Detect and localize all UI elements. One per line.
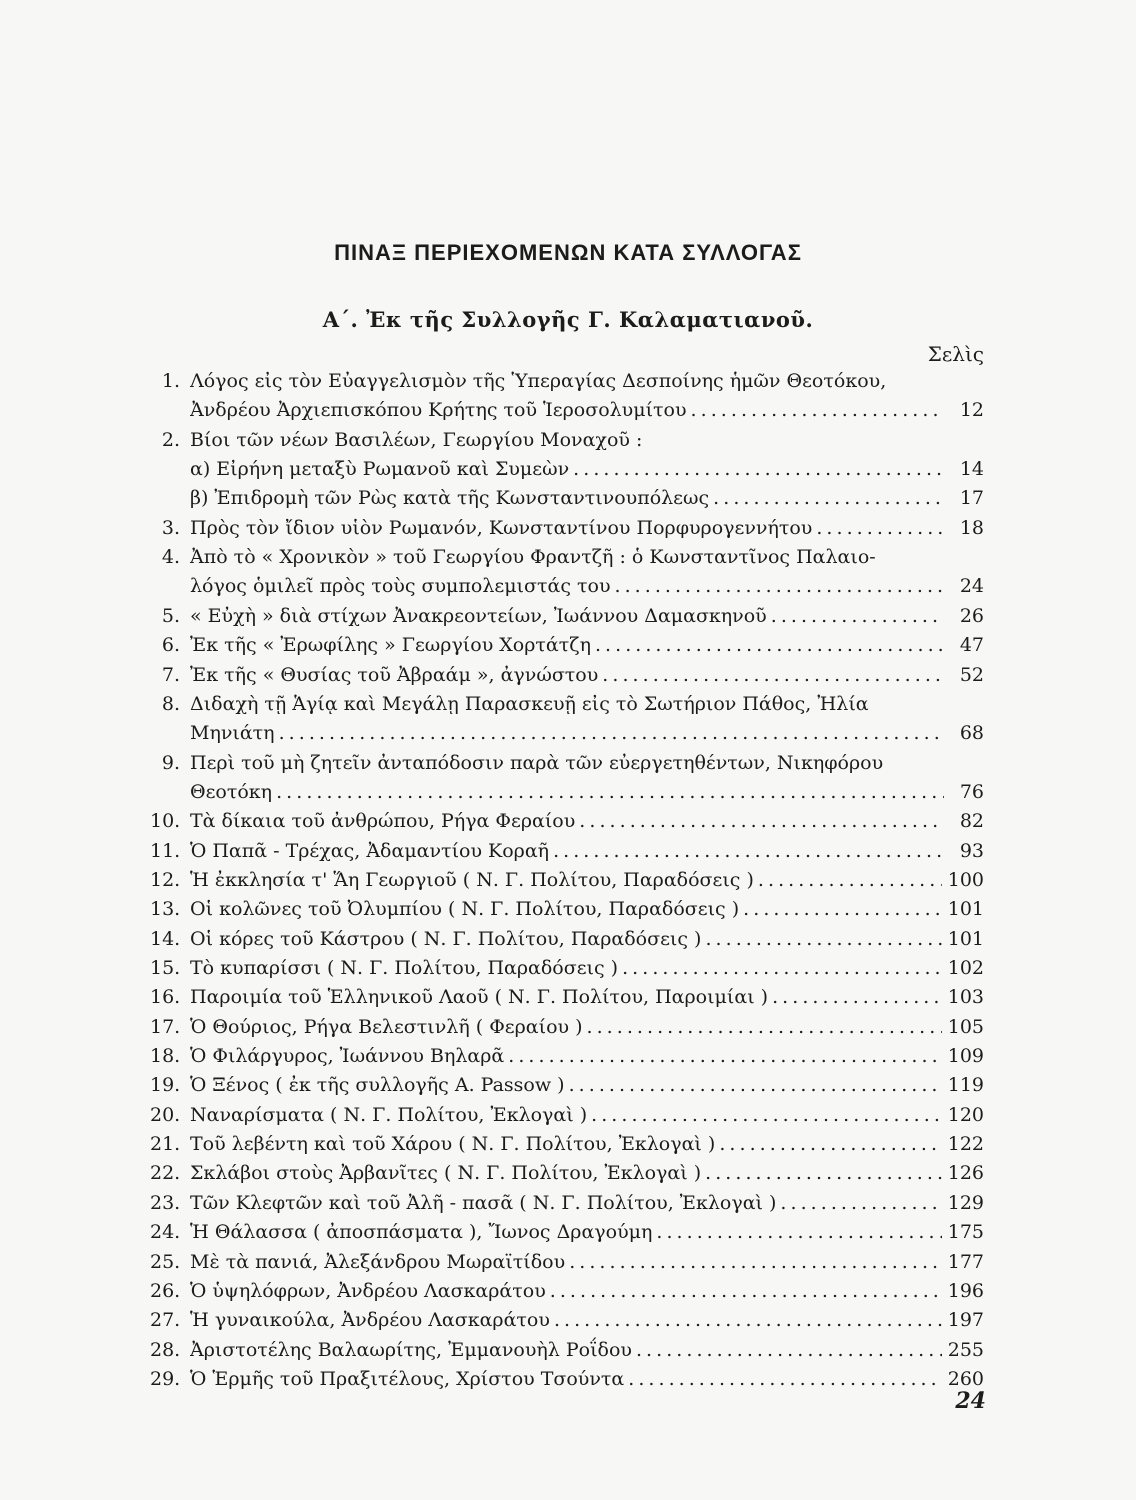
toc-line: [150, 571, 984, 601]
toc-line: [150, 953, 984, 983]
dot-leader: [691, 395, 944, 425]
toc-entry-title: Ὁ Θούριος, Ρήγα Βελεστινλῆ ( Φεραίου ): [190, 1015, 583, 1038]
toc-entry-title: Θεοτόκη: [190, 780, 273, 803]
page-column-header: Σελὶς: [927, 342, 984, 366]
toc-page-number: 129: [947, 1191, 984, 1214]
toc-page-number: 82: [959, 810, 984, 833]
toc-line: [150, 601, 984, 631]
dot-leader: [276, 777, 944, 807]
toc-entry-title: Τοῦ λεβέντη καὶ τοῦ Χάρου ( Ν. Γ. Πολίτου, Ἐκλογαὶ ): [190, 1133, 716, 1156]
toc-entry-number: 11.: [150, 839, 181, 862]
toc-page-number: 100: [947, 868, 984, 891]
toc-entry-number: 15.: [150, 957, 181, 979]
dot-leader: [553, 836, 944, 866]
toc-page-number: 17: [959, 487, 984, 510]
dot-leader: [595, 630, 944, 660]
toc-entry-number: 28.: [150, 1338, 181, 1361]
dot-leader: [569, 1070, 942, 1100]
toc-entry-title: Μὲ τὰ πανιά, Ἀλεξάνδρου Μωραϊτίδου: [190, 1250, 566, 1273]
toc-page-number: 93: [959, 839, 984, 862]
toc-entry-title: Ἐκ τῆς « Ἐρωφίλης » Γεωργίου Χορτάτζη: [190, 634, 591, 657]
toc-entry-number: 8.: [161, 692, 180, 715]
toc-page-number: 14: [959, 458, 984, 481]
toc-entry-title: Ἡ Θάλασσα ( ἀποσπάσματα ), Ἴωνος Δραγούμη: [190, 1221, 653, 1244]
toc-page-number: 196: [947, 1279, 984, 1302]
toc-entry-number: 18.: [150, 1045, 181, 1068]
dot-leader: [743, 894, 942, 924]
toc-page-number: 119: [947, 1074, 984, 1097]
toc-entry-title: Ἡ ἐκκλησία τ' Ἅη Γεωργιοῦ ( Ν. Γ. Πολίτου, Παραδόσεις ): [190, 868, 754, 891]
toc-page-number: 24: [959, 575, 984, 598]
toc-line: [150, 718, 984, 748]
toc-entry-number: 26.: [150, 1279, 181, 1302]
toc-page-number: 260: [947, 1367, 984, 1390]
toc-line: [150, 689, 984, 719]
toc-page-number: 101: [947, 898, 984, 921]
dot-leader: [772, 982, 942, 1012]
dot-leader: [656, 1217, 941, 1247]
toc-entry-number: 13.: [150, 898, 181, 921]
toc-page-number: 122: [947, 1133, 984, 1156]
dot-leader: [554, 1305, 942, 1335]
toc-entry-title: Βίοι τῶν νέων Βασιλέων, Γεωργίου Μοναχοῦ :: [190, 428, 643, 451]
toc-line: [150, 630, 984, 660]
dot-leader: [705, 924, 941, 954]
dot-leader: [719, 1129, 941, 1159]
toc-line: [150, 806, 984, 836]
toc-entry-title: Ἡ γυναικούλα, Ἀνδρέου Λασκαράτου: [190, 1309, 550, 1332]
toc-page-number: 109: [947, 1045, 984, 1068]
toc-entry-number: 23.: [150, 1191, 181, 1214]
toc-entry-number: 12.: [150, 868, 181, 891]
toc-line: [150, 1012, 984, 1042]
toc-entry-title: Μηνιάτη: [190, 722, 275, 745]
toc-entry-number: 16.: [150, 986, 181, 1009]
toc-entry-title: Οἱ κολῶνες τοῦ Ὀλυμπίου ( Ν. Γ. Πολίτου, Παραδόσεις ): [190, 898, 740, 921]
toc-entry-title: Ἀπὸ τὸ « Χρονικὸν » τοῦ Γεωργίου Φραντζῆ : ὁ Κωνσταντῖνος Παλαιο-: [190, 546, 876, 569]
toc-page-number: 68: [959, 722, 984, 745]
toc-entry-number: 14.: [150, 927, 181, 950]
dot-leader: [550, 1276, 942, 1306]
toc-line: [150, 1217, 984, 1247]
toc-entry-title: Τὰ δίκαια τοῦ ἀνθρώπου, Ρήγα Φεραίου: [190, 810, 576, 833]
toc-line: [150, 513, 984, 543]
toc-entry-number: 6.: [161, 634, 180, 657]
toc-entry-number: 20.: [150, 1103, 181, 1126]
toc-entry-number: 3.: [161, 516, 180, 539]
toc-line: [150, 1247, 984, 1277]
dot-leader: [622, 953, 942, 983]
toc-entry-number: 19.: [150, 1074, 181, 1097]
toc-entry-number: 1.: [161, 370, 180, 392]
toc-page-number: 102: [947, 957, 984, 979]
toc-entry-title: Λόγος εἰς τὸν Εὐαγγελισμὸν τῆς Ὑπεραγίας Δεσποίνης ἡμῶν Θεοτόκου,: [190, 370, 887, 392]
page-title: ΠΙΝΑΞ ΠΕΡΙΕΧΟΜΕΝΩΝ ΚΑΤΑ ΣΥΛΛΟΓΑΣ: [334, 240, 802, 265]
toc-entry-title: Διδαχὴ τῇ Ἁγίᾳ καὶ Μεγάλῃ Παρασκευῇ εἰς τὸ Σωτήριον Πάθος, Ἠλία: [190, 692, 869, 715]
toc-page-number: 255: [947, 1338, 984, 1361]
toc-line: [150, 483, 984, 513]
toc-entry-title: « Εὐχὴ » διὰ στίχων Ἀνακρεοντείων, Ἰωάννου Δαμασκηνοῦ: [190, 604, 767, 627]
toc-page-number: 101: [947, 927, 984, 950]
toc-page-number: 126: [947, 1162, 984, 1185]
toc-entry-number: 2.: [161, 428, 180, 451]
toc-entry-title: Οἱ κόρες τοῦ Κάστρου ( Ν. Γ. Πολίτου, Παραδόσεις ): [190, 927, 702, 950]
toc-page-number: 175: [947, 1221, 984, 1244]
toc-line: [150, 1276, 984, 1306]
toc-line: [150, 1364, 984, 1394]
toc-entry-title: Ὁ Ξένος ( ἐκ τῆς συλλογῆς Α. Passow ): [190, 1074, 565, 1097]
toc-page-number: 52: [959, 663, 984, 686]
toc-entry-number: 25.: [150, 1250, 181, 1273]
toc-entry-number: 9.: [161, 751, 180, 774]
dot-leader: [587, 1012, 942, 1042]
toc-page-number: 18: [959, 516, 984, 539]
toc-entry-title: Ὁ Παπᾶ - Τρέχας, Ἀδαμαντίου Κοραῆ: [190, 839, 550, 862]
toc-line: [150, 1041, 984, 1071]
toc-line: [150, 366, 984, 396]
section-subtitle: Α΄. Ἐκ τῆς Συλλογῆς Γ. Καλαματιανοῦ.: [322, 307, 814, 332]
dot-leader: [628, 1364, 941, 1394]
toc-page-number: 103: [947, 986, 984, 1009]
toc-line: [150, 425, 984, 455]
toc-entry-title: Περὶ τοῦ μὴ ζητεῖν ἀνταπόδοσιν παρὰ τῶν εὐεργετηθέντων, Νικηφόρου: [190, 751, 884, 774]
toc-line: [150, 1305, 984, 1335]
dot-leader: [636, 1335, 942, 1365]
toc-entry-title: Ἀριστοτέλης Βαλαωρίτης, Ἐμμανουὴλ Ροΐδου: [190, 1338, 632, 1361]
toc-line: [150, 1158, 984, 1188]
dot-leader: [508, 1041, 941, 1071]
toc-entry-number: 5.: [161, 604, 180, 627]
dot-leader: [573, 454, 944, 484]
dot-leader: [602, 660, 944, 690]
toc-line: [150, 777, 984, 807]
toc-entry-title: Παροιμία τοῦ Ἑλληνικοῦ Λαοῦ ( Ν. Γ. Πολίτου, Παροιμίαι ): [190, 986, 769, 1009]
toc-page-number: 47: [959, 634, 984, 657]
toc-entry-number: 29.: [150, 1367, 181, 1390]
toc-entry-number: 27.: [150, 1309, 181, 1332]
page-number: 24: [955, 1388, 986, 1414]
toc-line: [150, 660, 984, 690]
dot-leader: [569, 1247, 942, 1277]
toc-page-number: 105: [947, 1015, 984, 1038]
toc-page-number: 12: [959, 399, 984, 422]
toc-entry-title: Ἐκ τῆς « Θυσίας τοῦ Ἀβραάμ », ἀγνώστου: [190, 663, 599, 686]
toc-entry-title: Τῶν Κλεφτῶν καὶ τοῦ Ἀλῆ - πασᾶ ( Ν. Γ. Πολίτου, Ἐκλογαὶ ): [190, 1191, 777, 1214]
dot-leader: [279, 718, 944, 748]
toc-line: [150, 982, 984, 1012]
dot-leader: [591, 1100, 942, 1130]
toc-page-number: 197: [947, 1309, 984, 1332]
dot-leader: [780, 1188, 941, 1218]
toc-line: [150, 1070, 984, 1100]
toc-entry-title: Ναναρίσματα ( Ν. Γ. Πολίτου, Ἐκλογαὶ ): [190, 1103, 588, 1126]
toc-line: [150, 894, 984, 924]
toc-entry-number: 7.: [161, 663, 180, 686]
toc-page-number: 76: [959, 780, 984, 803]
toc-entry-title: Τὸ κυπαρίσσι ( Ν. Γ. Πολίτου, Παραδόσεις ): [190, 957, 619, 979]
toc-line: [150, 454, 984, 484]
toc-entry-title: Σκλάβοι στοὺς Ἀρβανῖτες ( Ν. Γ. Πολίτου, Ἐκλογαὶ ): [190, 1162, 702, 1185]
dot-leader: [771, 601, 944, 631]
toc-line: [150, 1335, 984, 1365]
toc-line: [150, 836, 984, 866]
toc-entry-title: Ὁ Ἑρμῆς τοῦ Πραξιτέλους, Χρίστου Τσούντα: [190, 1367, 625, 1390]
dot-leader: [758, 865, 942, 895]
dot-leader: [579, 806, 944, 836]
toc-entry-title: Πρὸς τὸν ἴδιον υἱὸν Ρωμανόν, Κωνσταντίνου Πορφυρογεννήτου: [190, 516, 813, 539]
toc-line: [150, 1188, 984, 1218]
toc-line: [150, 542, 984, 572]
toc-entry-title: Ὁ ὑψηλόφρων, Ἀνδρέου Λασκαράτου: [190, 1279, 546, 1302]
toc-line: [150, 924, 984, 954]
dot-leader: [816, 513, 944, 543]
toc-page-number: 177: [947, 1250, 984, 1273]
toc-entry-title: β) Ἐπιδρομὴ τῶν Ρὼς κατὰ τῆς Κωνσταντινουπόλεως: [190, 487, 710, 510]
dot-leader: [713, 483, 944, 513]
toc-entry-title: α) Εἰρήνη μεταξὺ Ρωμανοῦ καὶ Συμεὼν: [190, 458, 570, 481]
toc-page-number: 26: [959, 604, 984, 627]
toc-entry-number: 4.: [161, 546, 180, 569]
toc-entry-number: 10.: [150, 810, 181, 833]
toc-line: [150, 748, 984, 778]
dot-leader: [705, 1158, 942, 1188]
toc-line: [150, 1100, 984, 1130]
toc-line: [150, 1129, 984, 1159]
dot-leader: [615, 571, 945, 601]
toc-entry-number: 22.: [150, 1162, 181, 1185]
toc-line: [150, 865, 984, 895]
toc-entry-title: λόγος ὁμιλεῖ πρὸς τοὺς συμπολεμιστάς του: [190, 575, 611, 598]
toc-line: [150, 395, 984, 425]
toc-page-number: 120: [947, 1103, 984, 1126]
toc-entry-number: 21.: [150, 1133, 181, 1156]
toc-entry-number: 24.: [150, 1221, 181, 1244]
toc-entry-title: Ἀνδρέου Ἀρχιεπισκόπου Κρήτης τοῦ Ἱεροσολυμίτου: [190, 399, 687, 422]
toc-entry-title: Ὁ Φιλάργυρος, Ἰωάννου Βηλαρᾶ: [190, 1045, 505, 1068]
toc-entry-number: 17.: [150, 1015, 181, 1038]
